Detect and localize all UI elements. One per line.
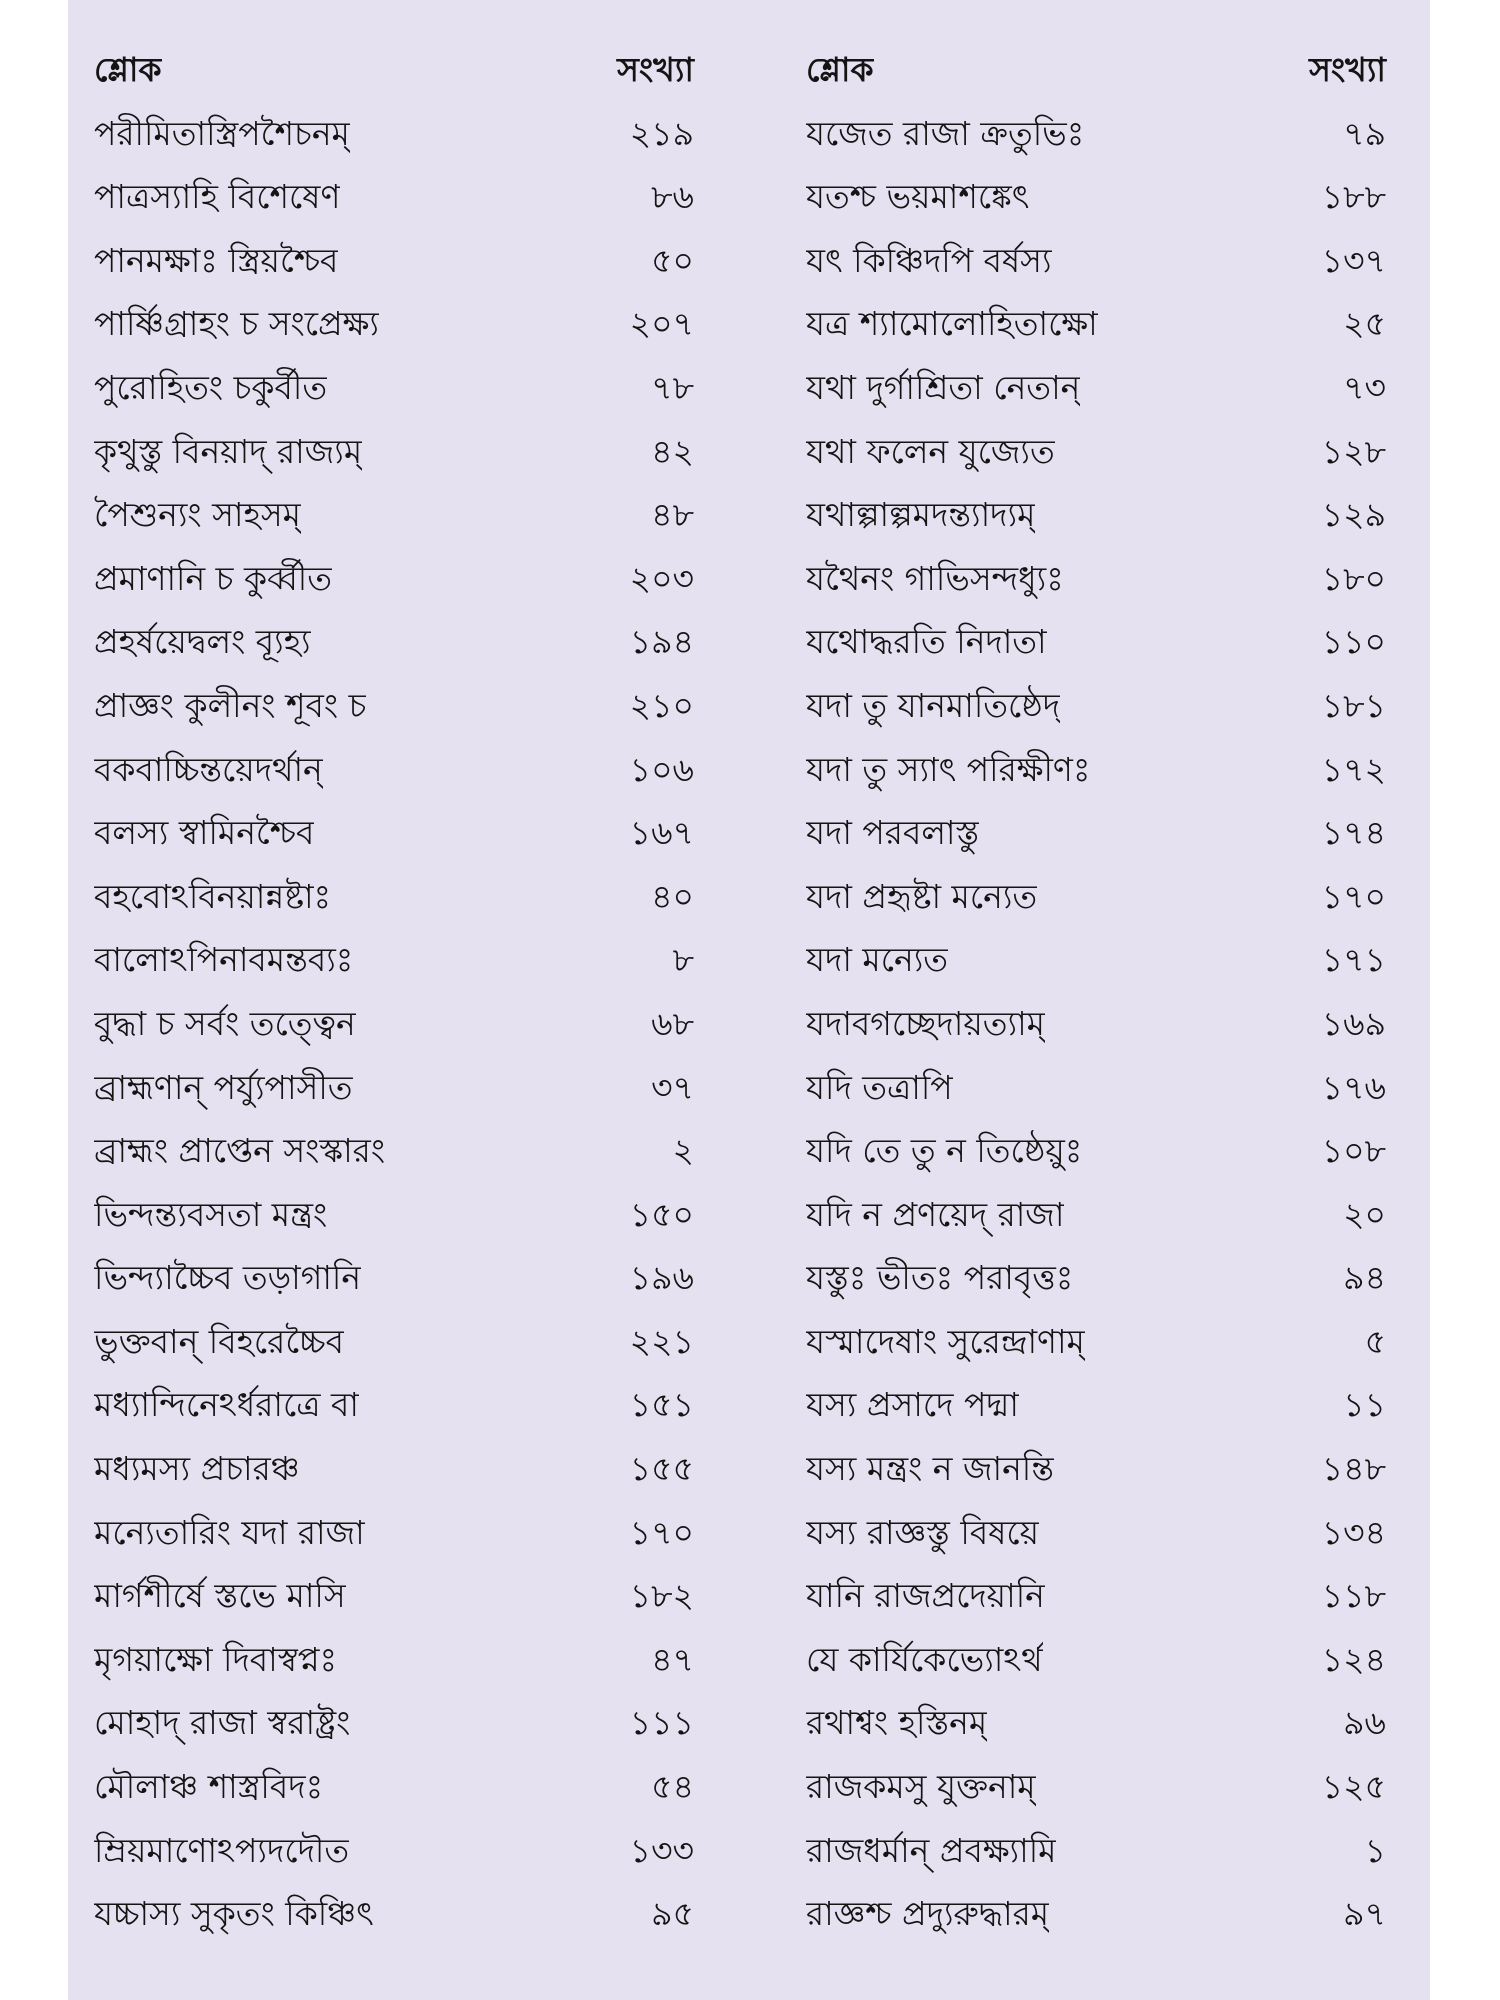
verse-number: ১১৮	[1321, 1576, 1386, 1616]
verse-number: ৫	[1364, 1321, 1386, 1361]
verse-text: ভিন্দন্ত্যবসতা মন্ত্রং	[94, 1194, 328, 1234]
verse-text: পানমক্ষাঃ স্ত্রিয়শ্চৈব	[94, 240, 339, 280]
verse-number: ১৭১	[1321, 940, 1386, 980]
index-entry	[806, 102, 1386, 166]
verse-text: মৃগয়াক্ষো দিবাস্বপ্নঃ	[94, 1639, 338, 1679]
verse-text: রথাশ্বং হস্তিনম্	[806, 1703, 988, 1743]
verse-text: যথা দুর্গাশ্রিতা নেতান্	[806, 367, 1081, 407]
index-entry	[94, 801, 694, 865]
index-entry	[806, 1819, 1386, 1883]
verse-text: যত্র শ্যামোলোহিতাক্ষো	[806, 304, 1098, 344]
index-entry	[806, 1564, 1386, 1628]
verse-number: ১০৮	[1321, 1131, 1386, 1171]
verse-text: যদি তে তু ন তিষ্ঠেয়ুঃ	[806, 1131, 1083, 1171]
index-entry	[806, 1882, 1386, 1946]
verse-text: যজেত রাজা ক্রতুভিঃ	[806, 113, 1085, 153]
index-entry	[94, 610, 694, 674]
verse-number: ১২৮	[1321, 431, 1386, 471]
verse-text: মধ্যমস্য প্রচারঞ্চ	[94, 1449, 300, 1489]
verse-number: ২০	[1343, 1194, 1386, 1234]
index-entry	[94, 1183, 694, 1247]
verse-number: ৯৪	[1343, 1258, 1386, 1298]
verse-number: ১৫০	[629, 1194, 694, 1234]
index-column-left	[94, 38, 694, 1946]
column-header	[94, 38, 694, 102]
verse-number: ৫৪	[651, 1767, 694, 1807]
verse-number: ১৩৪	[1321, 1512, 1386, 1552]
verse-text: ব্রাহ্মণান্ পর্য্যুপাসীত	[94, 1067, 353, 1107]
verse-number: ১৭০	[1321, 876, 1386, 916]
verse-number: ৪৭	[651, 1639, 694, 1679]
index-entry	[94, 928, 694, 992]
verse-text: যদা প্রহৃষ্টা মন্যেত	[806, 876, 1038, 916]
index-entry	[806, 928, 1386, 992]
verse-number: ২১৯	[629, 113, 694, 153]
index-entry	[806, 229, 1386, 293]
verse-header: শ্লোক	[94, 50, 162, 89]
index-entry	[94, 1882, 694, 1946]
verse-text: যে কার্যিকেভ্যোঽর্থ	[806, 1639, 1043, 1679]
verse-text: যদি তত্রাপি	[806, 1067, 953, 1107]
verse-text: যচ্চাস্য সুকৃতং কিঞ্চিৎ	[94, 1894, 374, 1934]
verse-number: ১২৪	[1321, 1639, 1386, 1679]
index-entry	[94, 292, 694, 356]
verse-text: ভিন্দ্যাচ্চৈব তড়াগানি	[94, 1258, 362, 1298]
verse-number: ১৫৫	[629, 1449, 694, 1489]
verse-number: ৯৫	[651, 1894, 694, 1934]
verse-number: ৭৮	[651, 367, 694, 407]
verse-number: ১৭২	[1321, 749, 1386, 789]
verse-number: ১৮০	[1321, 558, 1386, 598]
book-page	[68, 0, 1430, 2000]
verse-number: ১	[1364, 1830, 1386, 1870]
verse-number: ১৯৬	[629, 1258, 694, 1298]
index-entry	[94, 165, 694, 229]
index-entry	[94, 992, 694, 1056]
verse-text: রাজ্ঞশ্চ প্রদ্যুরুদ্ধারম্	[806, 1894, 1050, 1934]
verse-number: ৯৭	[1343, 1894, 1386, 1934]
index-entry	[806, 483, 1386, 547]
verse-number: ১৫১	[629, 1385, 694, 1425]
verse-number: ৫০	[651, 240, 694, 280]
verse-text: রাজকমসু যুক্তনাম্	[806, 1767, 1036, 1807]
index-entry	[806, 292, 1386, 356]
verse-text: মধ্যান্দিনেঽর্ধরাত্রে বা	[94, 1385, 359, 1425]
verse-number: ৮	[672, 940, 694, 980]
index-entry	[806, 1691, 1386, 1755]
index-entry	[94, 1310, 694, 1374]
index-entry	[806, 1119, 1386, 1183]
index-entry	[806, 992, 1386, 1056]
index-entry	[94, 1056, 694, 1120]
verse-number: ১৯৪	[629, 622, 694, 662]
index-entry	[806, 1310, 1386, 1374]
verse-text: প্রাজ্ঞং কুলীনং শূবং চ	[94, 685, 367, 725]
index-entry	[94, 1564, 694, 1628]
verse-text: যস্য রাজ্ঞস্তু বিষয়ে	[806, 1512, 1040, 1552]
index-entry	[94, 1628, 694, 1692]
verse-text: যস্তুঃ ভীতঃ পরাবৃত্তঃ	[806, 1258, 1074, 1298]
index-entry	[806, 547, 1386, 611]
verse-number: ৪২	[651, 431, 694, 471]
verse-number: ১৭০	[629, 1512, 694, 1552]
index-entry	[806, 1501, 1386, 1565]
index-entry	[94, 356, 694, 420]
verse-text: কৃথুস্তু বিনয়াদ্ রাজ্যম্	[94, 431, 363, 471]
verse-number: ১৪৮	[1321, 1449, 1386, 1489]
verse-number: ২১০	[629, 685, 694, 725]
verse-text: যদা তু স্যাৎ পরিক্ষীণঃ	[806, 749, 1091, 789]
verse-number: ১১০	[1321, 622, 1386, 662]
index-entry	[806, 1246, 1386, 1310]
verse-text: পুরোহিতং চকুর্বীত	[94, 367, 328, 407]
index-entry	[806, 1056, 1386, 1120]
verse-text: রাজধর্মান্ প্রবক্ষ্যামি	[806, 1830, 1057, 1870]
verse-number: ১৭৪	[1321, 813, 1386, 853]
index-entry	[94, 1755, 694, 1819]
verse-number: ২০৭	[629, 304, 694, 344]
index-entry	[94, 674, 694, 738]
index-entry	[94, 1246, 694, 1310]
index-entry	[806, 738, 1386, 802]
verse-number: ৪০	[651, 876, 694, 916]
verse-text: যদা তু যানমাতিষ্ঠেদ্	[806, 685, 1061, 725]
verse-number: ২০৩	[629, 558, 694, 598]
verse-number: ১৬৭	[629, 813, 694, 853]
verse-text: পার্ষ্ণিগ্রাহং চ সংপ্রেক্ষ্য	[94, 304, 379, 344]
verse-number: ৭৩	[1343, 367, 1386, 407]
index-entry	[806, 674, 1386, 738]
verse-number: ২	[672, 1131, 694, 1171]
index-entry	[806, 1628, 1386, 1692]
verse-text: যতশ্চ ভয়মাশঙ্কেৎ	[806, 177, 1030, 217]
index-entry	[806, 1373, 1386, 1437]
index-entry	[806, 420, 1386, 484]
verse-number: ১৭৬	[1321, 1067, 1386, 1107]
index-entry	[94, 483, 694, 547]
verse-text: মৌলাঞ্চ শাস্ত্রবিদঃ	[94, 1767, 324, 1807]
verse-text: প্রহর্ষয়েদ্বলং ব্যূহ্য	[94, 622, 311, 662]
index-entry	[94, 865, 694, 929]
index-entry	[94, 1437, 694, 1501]
verse-text: ব্রাহ্মং প্রাপ্তেন সংস্কারং	[94, 1131, 386, 1171]
verse-text: যদাবগচ্ছেদায়ত্যাম্	[806, 1003, 1045, 1043]
verse-text: যস্য মন্ত্রং ন জানন্তি	[806, 1449, 1054, 1489]
verse-number: ১৮১	[1321, 685, 1386, 725]
verse-number: ১৩৭	[1321, 240, 1386, 280]
index-entry	[806, 610, 1386, 674]
verse-number: ৩৭	[651, 1067, 694, 1107]
index-entry	[94, 1501, 694, 1565]
verse-number: ১২৫	[1321, 1767, 1386, 1807]
verse-text: বুদ্ধা চ সর্বং তত্ত্বেন	[94, 1003, 356, 1043]
index-entry	[94, 738, 694, 802]
verse-text: বালোঽপিনাবমন্তব্যঃ	[94, 940, 354, 980]
verse-text: ম্রিয়মাণোঽপ্যদদৌত	[94, 1830, 350, 1870]
verse-number: ৪৮	[651, 495, 694, 535]
verse-text: যথৈনং গাভিসন্দধ্যুঃ	[806, 558, 1064, 598]
index-entry	[806, 356, 1386, 420]
verse-number: ১৬৯	[1321, 1003, 1386, 1043]
verse-text: যদি ন প্রণয়েদ্ রাজা	[806, 1194, 1065, 1234]
number-header: সংখ্যা	[1309, 50, 1386, 89]
index-entry	[94, 1819, 694, 1883]
verse-text: যথা ফলেন যুজ্যেত	[806, 431, 1055, 471]
verse-number: ১৮৮	[1321, 177, 1386, 217]
verse-text: মোহাদ্ রাজা স্বরাষ্ট্রং	[94, 1703, 351, 1743]
verse-text: পরীমিতাস্ত্রিপশৈচনম্	[94, 113, 350, 153]
verse-text: ভুক্তবান্ বিহরেচ্চৈব	[94, 1321, 345, 1361]
verse-text: পাত্রস্যাহি বিশেষেণ	[94, 177, 341, 217]
verse-text: যথোদ্ধরতি নিদাতা	[806, 622, 1047, 662]
verse-number: ৯৬	[1343, 1703, 1386, 1743]
number-header: সংখ্যা	[617, 50, 694, 89]
verse-text: যদা মন্যেত	[806, 940, 949, 980]
verse-number: ২২১	[629, 1321, 694, 1361]
verse-number: ২৫	[1343, 304, 1386, 344]
verse-number: ১৩৩	[629, 1830, 694, 1870]
verse-text: যস্মাদেষাং সুরেন্দ্রাণাম্	[806, 1321, 1085, 1361]
verse-text: প্রমাণানি চ কুর্ব্বীত	[94, 558, 332, 598]
verse-text: মন্যেতারিং যদা রাজা	[94, 1512, 365, 1552]
verse-number: ১২৯	[1321, 495, 1386, 535]
verse-text: যৎ কিঞ্চিদপি বর্ষস্য	[806, 240, 1052, 280]
index-entry	[806, 801, 1386, 865]
index-entry	[94, 1691, 694, 1755]
index-entry	[94, 1119, 694, 1183]
verse-header: শ্লোক	[806, 50, 874, 89]
verse-text: পৈশুন্যং সাহসম্	[94, 495, 301, 535]
verse-text: যস্য প্রসাদে পদ্মা	[806, 1385, 1019, 1425]
index-entry	[94, 102, 694, 166]
verse-number: ১১	[1343, 1385, 1386, 1425]
verse-number: ১০৬	[629, 749, 694, 789]
index-column-right	[806, 38, 1386, 1946]
verse-number: ৬৮	[651, 1003, 694, 1043]
verse-text: যানি রাজপ্রদেয়ানি	[806, 1576, 1045, 1616]
verse-text: যথাল্পাল্পমদন্ত্যাদ্যম্	[806, 495, 1036, 535]
column-header	[806, 38, 1386, 102]
index-entry	[94, 229, 694, 293]
index-entry	[806, 865, 1386, 929]
verse-text: যদা পরবলাস্তু	[806, 813, 980, 853]
verse-number: ৭৯	[1343, 113, 1386, 153]
verse-text: বলস্য স্বামিনশ্চৈব	[94, 813, 315, 853]
index-entry	[806, 1437, 1386, 1501]
verse-number: ১১১	[629, 1703, 694, 1743]
index-entry	[806, 1755, 1386, 1819]
index-entry	[94, 1373, 694, 1437]
index-entry	[94, 420, 694, 484]
verse-number: ৮৬	[651, 177, 694, 217]
verse-text: বহবোঽবিনয়ান্নষ্টাঃ	[94, 876, 332, 916]
index-entry	[806, 1183, 1386, 1247]
verse-text: মার্গশীর্ষে স্তভে মাসি	[94, 1576, 346, 1616]
index-entry	[94, 547, 694, 611]
index-entry	[806, 165, 1386, 229]
verse-number: ১৮২	[629, 1576, 694, 1616]
verse-text: বকবাচ্চিন্তয়েদর্থান্	[94, 749, 323, 789]
